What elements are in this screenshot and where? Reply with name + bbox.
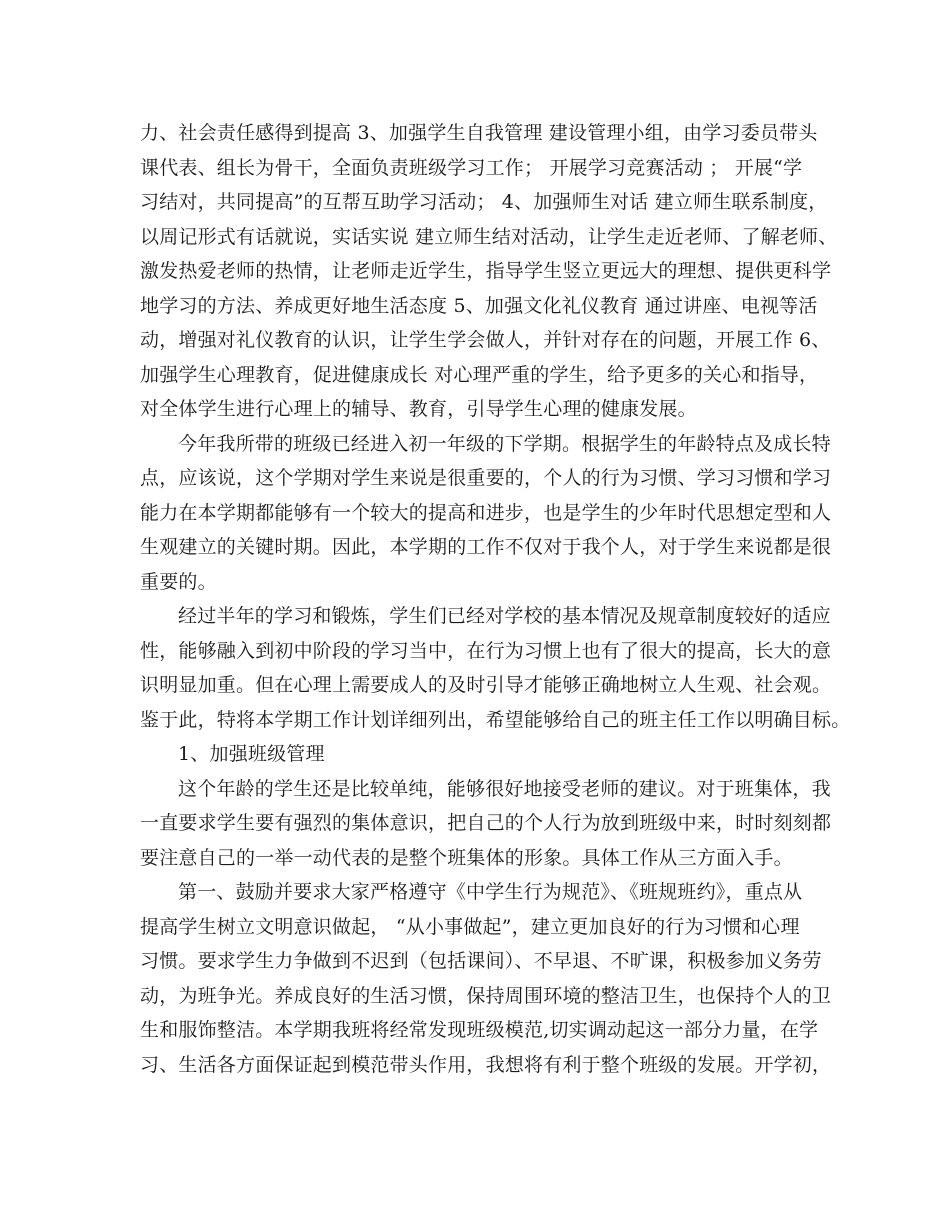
text-line: 鉴于此，特将本学期工作计划详细列出，希望能够给自己的班主任工作以明确目标。 bbox=[140, 708, 851, 731]
text-line: 今年我所带的班级已经进入初一年级的下学期。根据学生的年龄特点及成长特 bbox=[178, 432, 831, 455]
text-line: 习结对，共同提高”的互帮互助学习活动； 4、加强师生对话 建立师生联系制度， bbox=[140, 191, 828, 213]
text-line: 一直要求学生要有强烈的集体意识，把自己的个人行为放到班级中来，时时刻刻都 bbox=[140, 812, 832, 834]
text-line: 课代表、组长为骨干，全面负责班级学习工作； 开展学习竞赛活动 ； 开展“学 bbox=[140, 156, 803, 179]
text-line: 第一、鼓励并要求大家严格遵守《中学生行为规范》、《班规班约》，重点从 bbox=[178, 881, 803, 903]
text-line: 识明显加重。但在心理上需要成人的及时引导才能够正确地树立人生观、社会观。 bbox=[140, 674, 832, 696]
document-body bbox=[140, 116, 851, 1082]
text-line: 要注意自己的一举一动代表的是整个班集体的形象。具体工作从三方面入手。 bbox=[140, 846, 793, 869]
text-line: 生和服饰整洁。本学期我班将经常发现班级模范,切实调动起这一部分力量，在学 bbox=[140, 1019, 819, 1041]
text-line: 这个年龄的学生还是比较单纯，能够很好地接受老师的建议。对于班集体，我 bbox=[178, 777, 831, 800]
text-line: 习惯。要求学生力争做到不迟到（包括课间）、不早退、不旷课，积极参加义务劳 bbox=[140, 950, 822, 972]
text-line: 性，能够融入到初中阶段的学习当中，在行为习惯上也有了很大的提高，长大的意 bbox=[140, 639, 832, 662]
text-line: 习、生活各方面保证起到模范带头作用，我想将有利于整个班级的发展。开学初， bbox=[140, 1053, 832, 1076]
text-line: 动，增强对礼仪教育的认识，让学生学会做人，并针对存在的问题，开展工作 6、 bbox=[140, 329, 831, 351]
text-line: 提高学生树立文明意识做起， “从小事做起”，建立更加良好的行为习惯和心理 bbox=[140, 915, 800, 938]
text-line: 力、社会责任感得到提高 3、加强学生自我管理 建设管理小组，由学习委员带头 bbox=[140, 122, 818, 144]
text-line: 激发热爱老师的热情，让老师走近学生，指导学生竖立更远大的理想、提供更科学 bbox=[140, 260, 832, 282]
text-line: 能力在本学期都能够有一个较大的提高和进步，也是学生的少年时代思想定型和人 bbox=[140, 501, 832, 524]
text-line: 1、加强班级管理 bbox=[178, 743, 325, 765]
text-line: 动，为班争光。养成良好的生活习惯，保持周围环境的整洁卫生，也保持个人的卫 bbox=[140, 984, 832, 1007]
text-line: 对全体学生进行心理上的辅导、教育，引导学生心理的健康发展。 bbox=[140, 398, 697, 420]
text-line: 生观建立的关键时期。因此，本学期的工作不仅对于我个人，对于学生来说都是很 bbox=[140, 536, 832, 558]
text-line: 经过半年的学习和锻炼，学生们已经对学校的基本情况及规章制度较好的适应 bbox=[178, 605, 831, 627]
text-line: 点，应该说，这个学期对学生来说是很重要的，个人的行为习惯、学习习惯和学习 bbox=[140, 467, 832, 489]
text-line: 以周记形式有话就说，实话实说 建立师生结对活动，让学生走近老师、了解老师、 bbox=[140, 225, 838, 248]
text-line: 加强学生心理教育，促进健康成长 对心理严重的学生，给予更多的关心和指导， bbox=[140, 363, 819, 386]
text-line: 地学习的方法、养成更好地生活态度 5、加强文化礼仪教育 通过讲座、电视等活 bbox=[140, 294, 818, 317]
text-line: 重要的。 bbox=[140, 570, 217, 593]
